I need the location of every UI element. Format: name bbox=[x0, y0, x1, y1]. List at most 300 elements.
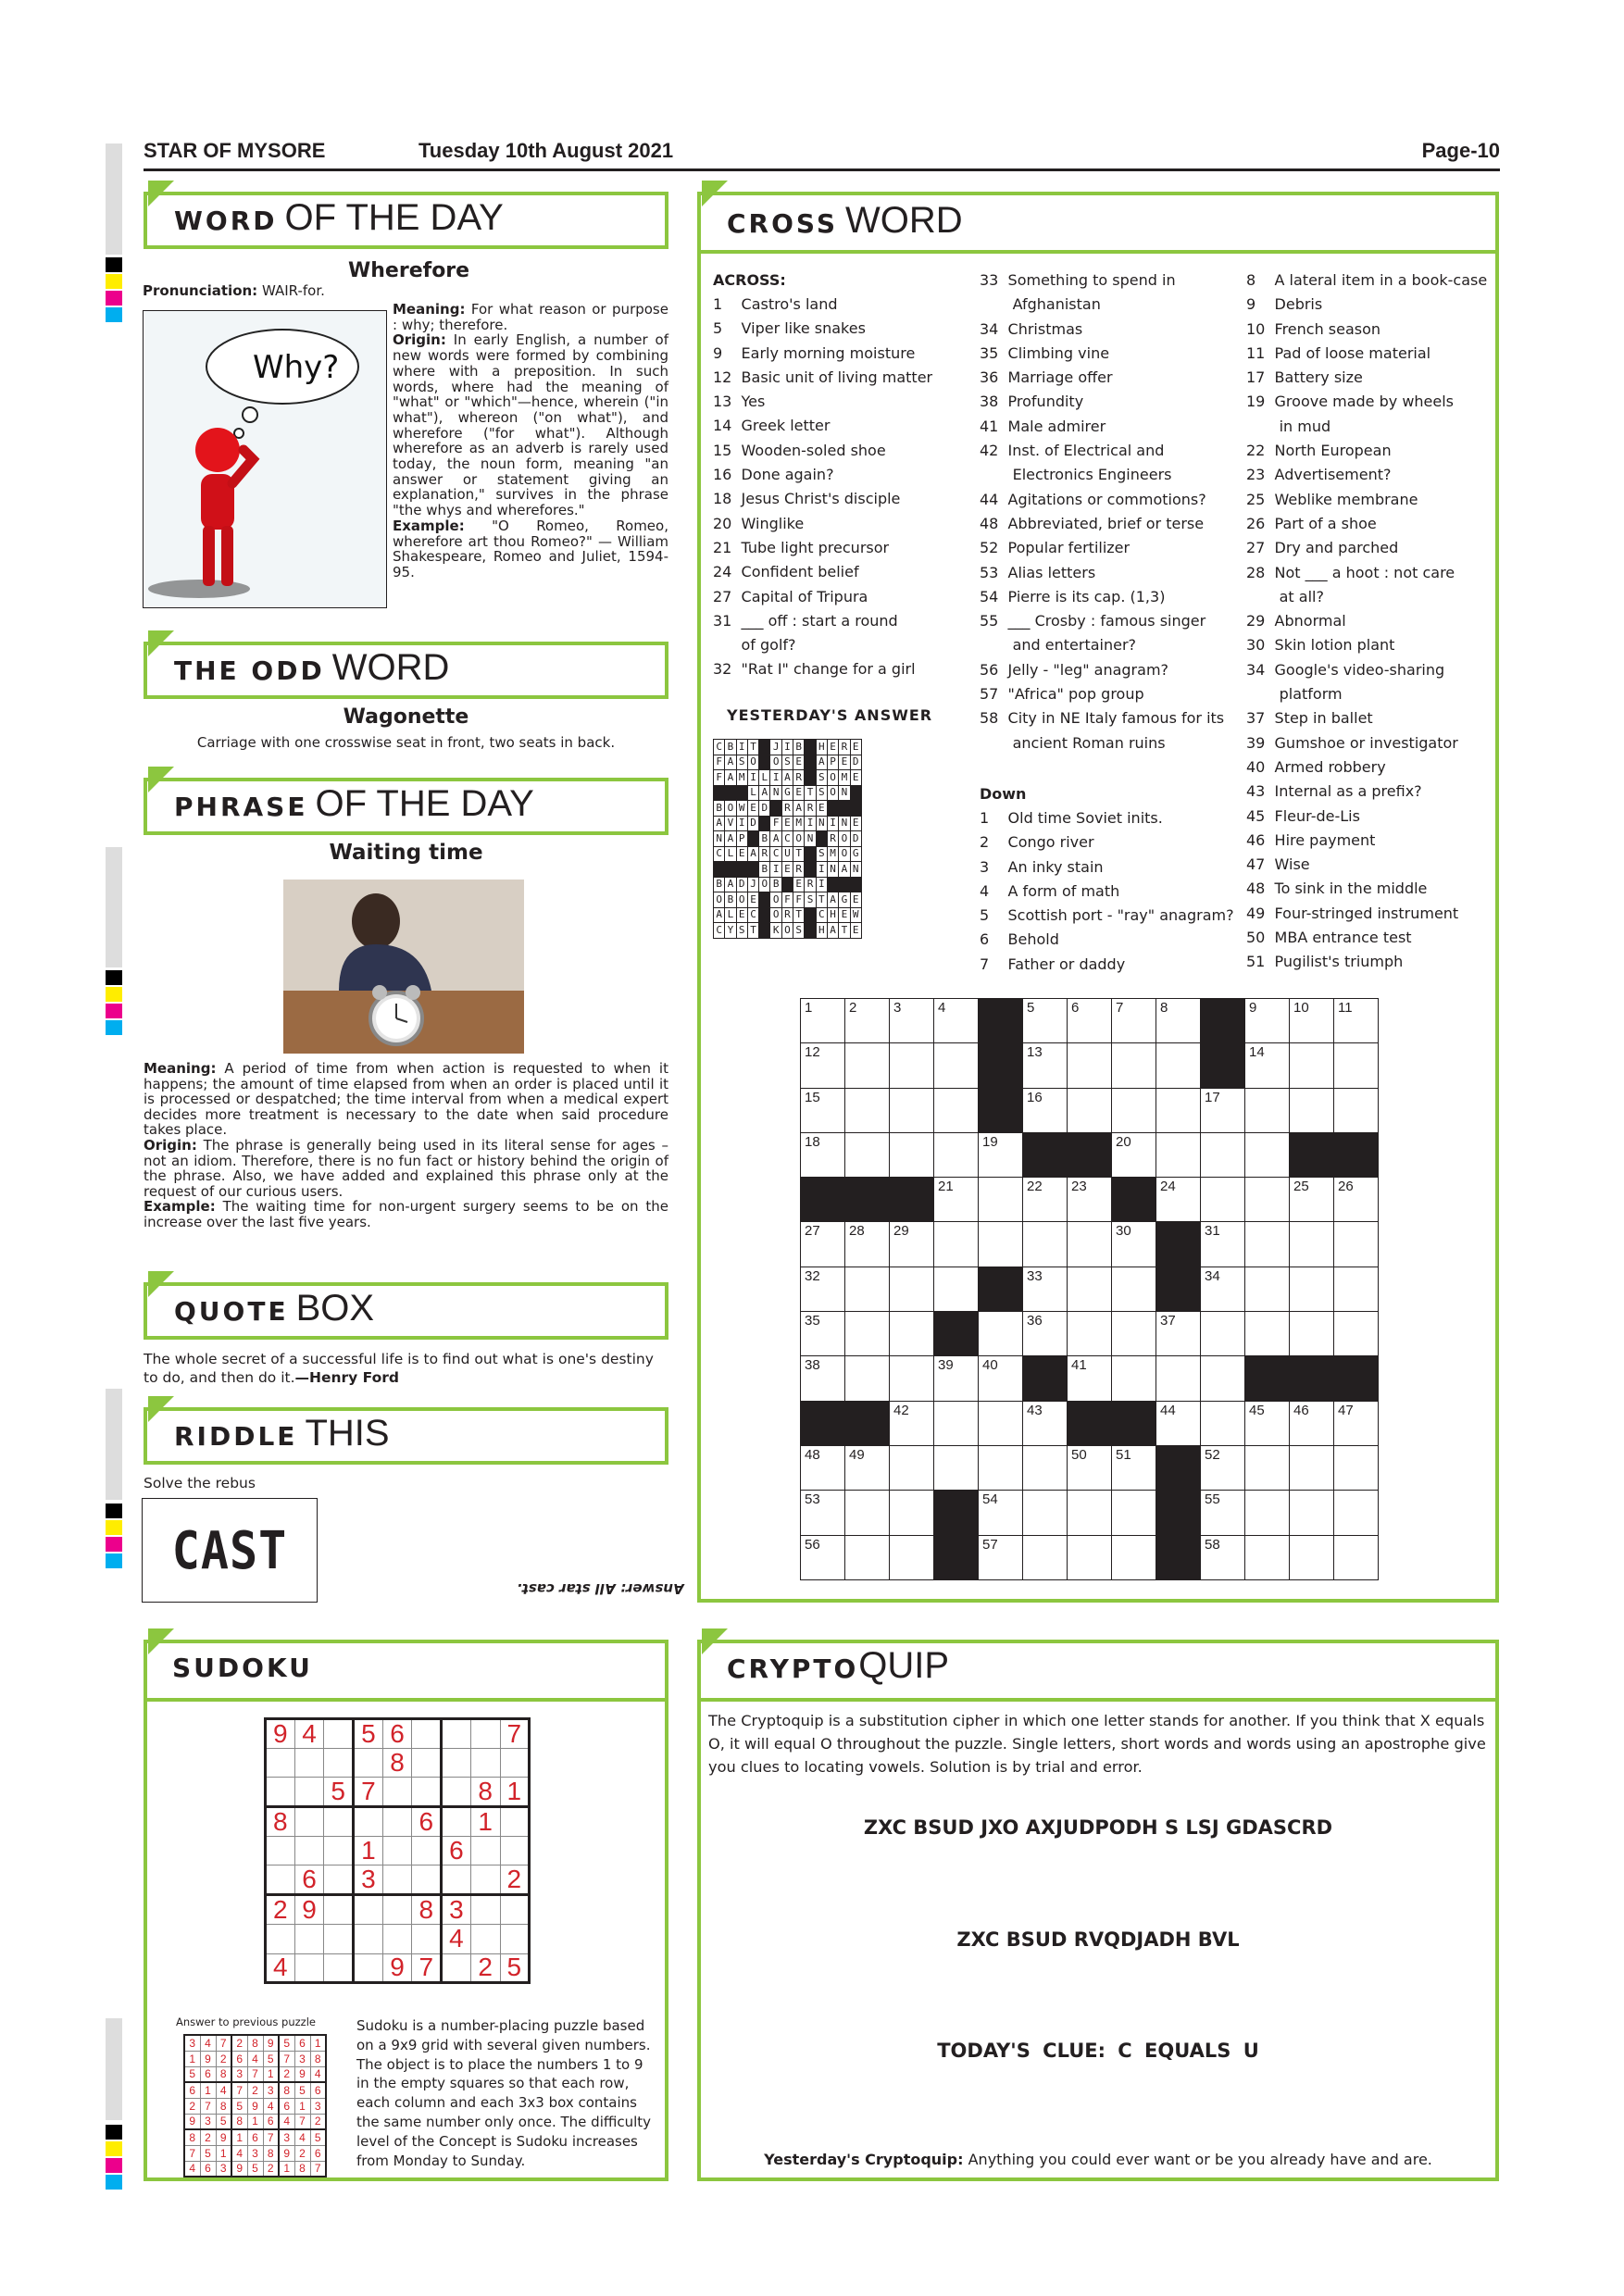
yesterday-cell: I bbox=[805, 816, 816, 831]
crossword-cell[interactable]: 43 bbox=[1023, 1401, 1068, 1445]
sudoku-cell[interactable] bbox=[382, 1836, 412, 1866]
crossword-cell[interactable]: 40 bbox=[979, 1356, 1023, 1401]
sudoku-cell[interactable] bbox=[470, 1719, 500, 1749]
odd-word-definition: Carriage with one crosswise seat in front, two seats in back. bbox=[196, 734, 616, 751]
crossword-cell[interactable]: 36 bbox=[1023, 1312, 1068, 1356]
sudoku-cell[interactable] bbox=[324, 1895, 354, 1925]
crossword-cell[interactable]: 8 bbox=[1156, 999, 1201, 1043]
crossword-cell[interactable] bbox=[845, 1132, 890, 1177]
corner-accent bbox=[148, 181, 174, 206]
sudoku-cell[interactable] bbox=[470, 1866, 500, 1895]
sudoku-cell: 2 bbox=[500, 1866, 530, 1895]
crossword-cell[interactable] bbox=[979, 1312, 1023, 1356]
yesterday-cell: H bbox=[816, 740, 827, 755]
sudoku-cell[interactable] bbox=[354, 1748, 383, 1778]
yesterday-cell: E bbox=[850, 923, 861, 939]
sudoku-cell[interactable] bbox=[324, 1953, 354, 1983]
crossword-cell[interactable]: 55 bbox=[1201, 1491, 1245, 1535]
sudoku-answer-row bbox=[184, 2098, 326, 2114]
sudoku-cell[interactable] bbox=[382, 1866, 412, 1895]
crossword-cell[interactable] bbox=[1334, 1491, 1379, 1535]
crossword-cell[interactable] bbox=[1334, 1535, 1379, 1579]
crossword-row bbox=[801, 1312, 1379, 1356]
sudoku-cell[interactable] bbox=[382, 1807, 412, 1837]
sudoku-cell: 9 bbox=[382, 1953, 412, 1983]
yesterday-cell: N bbox=[850, 862, 861, 878]
crossword-cell[interactable] bbox=[1068, 1267, 1112, 1311]
sudoku-cell[interactable] bbox=[294, 1748, 324, 1778]
crossword-cell[interactable]: 15 bbox=[801, 1088, 845, 1132]
sudoku-cell[interactable] bbox=[294, 1778, 324, 1807]
crossword-cell[interactable] bbox=[845, 1043, 890, 1088]
crossword-cell[interactable]: 30 bbox=[1112, 1222, 1156, 1267]
crossword-cell[interactable] bbox=[845, 1491, 890, 1535]
across-clues-col2: 33 Something to spend in Afghanistan 34 Christmas 35 Climbing vine 36 Marriage offer 38 Profundity 41 Male admirer 42 Inst. of Electrical and Electronics Engineers 44 Agitations or commotions? 48 Abbreviated, brief or terse 52 Popular fertilizer 53 Alias letters 54 Pierre is its cap. (1,3) 55 ___ Crosby : famous singer and entertainer? 56 Jelly - "leg" anagram? 57 "Africa" pop group 58 City in NE Italy famous for its ancient Roman ruins bbox=[980, 271, 1225, 752]
yesterday-row bbox=[714, 877, 862, 892]
yesterday-cell: R bbox=[781, 907, 793, 923]
sudoku-cell[interactable] bbox=[382, 1778, 412, 1807]
sudoku-row bbox=[266, 1807, 530, 1837]
yesterday-cell: I bbox=[770, 770, 781, 786]
crossword-cell[interactable] bbox=[1156, 1088, 1201, 1132]
crossword-cell[interactable] bbox=[1334, 1267, 1379, 1311]
crossword-cell[interactable] bbox=[934, 1445, 979, 1490]
sudoku-row bbox=[266, 1748, 530, 1778]
yesterday-cell: B bbox=[759, 862, 770, 878]
crossword-cell[interactable]: 12 bbox=[801, 1043, 845, 1088]
sudoku-cell[interactable] bbox=[500, 1807, 530, 1837]
crossword-cell[interactable] bbox=[890, 1312, 934, 1356]
crossword-cell[interactable] bbox=[1068, 1312, 1112, 1356]
sudoku-cell[interactable] bbox=[294, 1924, 324, 1953]
crossword-cell[interactable] bbox=[1112, 1535, 1156, 1579]
sudoku-cell[interactable] bbox=[412, 1866, 442, 1895]
crossword-cell[interactable]: 42 bbox=[890, 1401, 934, 1445]
crossword-cell[interactable] bbox=[1068, 1222, 1112, 1267]
crossword-cell[interactable] bbox=[979, 1222, 1023, 1267]
crossword-cell[interactable] bbox=[934, 1132, 979, 1177]
yesterday-cell: G bbox=[781, 785, 793, 801]
crossword-block-cell bbox=[1156, 1445, 1201, 1490]
sudoku-cell[interactable] bbox=[294, 1953, 324, 1983]
crossword-cell[interactable] bbox=[1112, 1267, 1156, 1311]
sudoku-cell[interactable] bbox=[324, 1836, 354, 1866]
sudoku-cell[interactable] bbox=[470, 1748, 500, 1778]
todays-clue: TODAY'S CLUE: C EQUALS U bbox=[937, 2040, 1259, 2062]
color-swatch bbox=[106, 1004, 122, 1018]
crossword-cell[interactable]: 24 bbox=[1156, 1178, 1201, 1222]
crossword-cell[interactable]: 50 bbox=[1068, 1445, 1112, 1490]
crossword-cell[interactable] bbox=[1245, 1445, 1290, 1490]
yesterday-block-cell bbox=[805, 907, 816, 923]
crossword-cell[interactable] bbox=[1156, 1356, 1201, 1401]
crossword-cell[interactable]: 6 bbox=[1068, 999, 1112, 1043]
crossword-cell[interactable] bbox=[845, 1267, 890, 1311]
crossword-cell[interactable] bbox=[890, 1491, 934, 1535]
sudoku-answer-cell: 2 bbox=[310, 2114, 326, 2129]
crossword-block-cell bbox=[1156, 1491, 1201, 1535]
sudoku-cell[interactable] bbox=[266, 1778, 295, 1807]
yesterday-cell: M bbox=[827, 846, 838, 862]
sudoku-cell[interactable] bbox=[500, 1836, 530, 1866]
yesterday-answer-grid bbox=[713, 739, 862, 939]
yesterday-block-cell bbox=[770, 801, 781, 817]
yesterday-row bbox=[714, 831, 862, 847]
sudoku-answer-cell: 2 bbox=[184, 2098, 200, 2114]
sudoku-cell[interactable] bbox=[442, 1778, 471, 1807]
sudoku-answer-cell: 2 bbox=[216, 2051, 231, 2066]
yesterday-cell: C bbox=[714, 740, 725, 755]
sudoku-cell[interactable] bbox=[382, 1924, 412, 1953]
yesterday-cell: T bbox=[747, 740, 758, 755]
crossword-cell[interactable] bbox=[1290, 1088, 1334, 1132]
crossword-cell[interactable]: 5 bbox=[1023, 999, 1068, 1043]
sudoku-cell: 1 bbox=[500, 1778, 530, 1807]
crossword-cell[interactable] bbox=[1245, 1312, 1290, 1356]
sudoku-grid[interactable] bbox=[264, 1717, 531, 1984]
yesterday-cell: C bbox=[747, 907, 758, 923]
sudoku-cell[interactable] bbox=[470, 1836, 500, 1866]
crossword-cell[interactable]: 21 bbox=[934, 1178, 979, 1222]
crossword-cell[interactable] bbox=[1290, 1445, 1334, 1490]
crossword-cell[interactable] bbox=[890, 1267, 934, 1311]
yesterday-cell: R bbox=[839, 740, 850, 755]
crossword-cell[interactable] bbox=[1201, 1356, 1245, 1401]
sudoku-cell: 4 bbox=[266, 1953, 295, 1983]
yesterday-cell: J bbox=[770, 740, 781, 755]
crossword-cell[interactable]: 20 bbox=[1112, 1132, 1156, 1177]
sudoku-answer-cell: 7 bbox=[310, 2161, 326, 2177]
crossword-cell[interactable] bbox=[1023, 1491, 1068, 1535]
sudoku-cell[interactable] bbox=[412, 1748, 442, 1778]
crossword-cell[interactable] bbox=[1112, 1312, 1156, 1356]
yesterday-block-cell bbox=[839, 801, 850, 817]
crossword-cell[interactable] bbox=[1334, 1312, 1379, 1356]
sudoku-answer-cell: 2 bbox=[279, 2066, 294, 2082]
sudoku-cell[interactable] bbox=[470, 1924, 500, 1953]
sudoku-cell[interactable] bbox=[442, 1748, 471, 1778]
odd-word-title: THE ODD WORD bbox=[174, 647, 450, 688]
crossword-cell[interactable] bbox=[845, 1312, 890, 1356]
sudoku-cell[interactable] bbox=[500, 1748, 530, 1778]
crossword-cell[interactable]: 7 bbox=[1112, 999, 1156, 1043]
crossword-row bbox=[801, 1356, 1379, 1401]
sudoku-cell: 6 bbox=[412, 1807, 442, 1837]
crossword-cell[interactable] bbox=[934, 1222, 979, 1267]
crossword-cell[interactable]: 51 bbox=[1112, 1445, 1156, 1490]
sudoku-answer-cell: 3 bbox=[231, 2066, 247, 2082]
sudoku-answer-cell: 5 bbox=[231, 2098, 247, 2114]
crossword-cell[interactable] bbox=[1068, 1535, 1112, 1579]
yesterday-cell: I bbox=[736, 816, 747, 831]
sudoku-answer-cell: 6 bbox=[231, 2051, 247, 2066]
crossword-cell[interactable]: 27 bbox=[801, 1222, 845, 1267]
yesterday-cell: A bbox=[725, 770, 736, 786]
crossword-cell[interactable]: 28 bbox=[845, 1222, 890, 1267]
crossword-cell[interactable] bbox=[890, 1445, 934, 1490]
crossword-cell[interactable]: 58 bbox=[1201, 1535, 1245, 1579]
sudoku-cell[interactable] bbox=[266, 1866, 295, 1895]
yesterday-cell: N bbox=[839, 816, 850, 831]
crossword-cell[interactable] bbox=[1156, 1132, 1201, 1177]
sudoku-cell[interactable] bbox=[500, 1895, 530, 1925]
yesterday-cell: P bbox=[827, 755, 838, 770]
crossword-cell[interactable] bbox=[1290, 1222, 1334, 1267]
crossword-cell[interactable] bbox=[1245, 1088, 1290, 1132]
sudoku-cell[interactable] bbox=[354, 1895, 383, 1925]
sudoku-answer-cell: 9 bbox=[200, 2051, 216, 2066]
crossword-cell[interactable] bbox=[1334, 1445, 1379, 1490]
sudoku-cell[interactable] bbox=[324, 1924, 354, 1953]
crossword-cell[interactable] bbox=[1068, 1088, 1112, 1132]
cryptoquip-intro: The Cryptoquip is a substitution cipher in which one letter stands for another. If you think that X equals O, it will equal O throughout the puzzle. Single letters, short words and words using an apostrophe give you clues to locating vowels. Solution is by trial and error. bbox=[708, 1712, 1486, 1776]
crossword-cell[interactable]: 47 bbox=[1334, 1401, 1379, 1445]
sudoku-cell: 4 bbox=[294, 1719, 324, 1749]
yesterday-cell: V bbox=[725, 816, 736, 831]
crossword-cell[interactable] bbox=[1290, 1535, 1334, 1579]
sudoku-answer-cell: 7 bbox=[231, 2082, 247, 2098]
crossword-cell[interactable]: 54 bbox=[979, 1491, 1023, 1535]
crossword-cell[interactable]: 16 bbox=[1023, 1088, 1068, 1132]
sudoku-cell[interactable] bbox=[412, 1778, 442, 1807]
crossword-cell[interactable]: 56 bbox=[801, 1535, 845, 1579]
crossword-cell[interactable]: 9 bbox=[1245, 999, 1290, 1043]
crossword-cell[interactable] bbox=[979, 1401, 1023, 1445]
crossword-cell[interactable] bbox=[1201, 1312, 1245, 1356]
yesterday-cell: R bbox=[827, 831, 838, 847]
crossword-cell[interactable]: 19 bbox=[979, 1132, 1023, 1177]
crossword-cell[interactable]: 34 bbox=[1201, 1267, 1245, 1311]
crossword-cell[interactable]: 41 bbox=[1068, 1356, 1112, 1401]
crossword-cell[interactable] bbox=[1201, 1132, 1245, 1177]
crossword-cell[interactable]: 11 bbox=[1334, 999, 1379, 1043]
crossword-cell[interactable]: 53 bbox=[801, 1491, 845, 1535]
sudoku-answer-cell: 5 bbox=[279, 2035, 294, 2051]
sudoku-answer-cell: 2 bbox=[247, 2082, 263, 2098]
crossword-cell[interactable] bbox=[1245, 1178, 1290, 1222]
crossword-cell[interactable] bbox=[845, 1535, 890, 1579]
crossword-block-cell bbox=[1023, 1356, 1068, 1401]
sudoku-cell[interactable] bbox=[294, 1807, 324, 1837]
crossword-cell[interactable]: 31 bbox=[1201, 1222, 1245, 1267]
crossword-cell[interactable]: 46 bbox=[1290, 1401, 1334, 1445]
crossword-cell[interactable] bbox=[890, 1535, 934, 1579]
crossword-cell[interactable]: 2 bbox=[845, 999, 890, 1043]
crossword-cell[interactable] bbox=[934, 1401, 979, 1445]
crossword-block-cell bbox=[1245, 1356, 1290, 1401]
crossword-cell[interactable]: 13 bbox=[1023, 1043, 1068, 1088]
crossword-cell[interactable] bbox=[934, 1088, 979, 1132]
sudoku-answer-cell: 7 bbox=[216, 2035, 231, 2051]
crossword-cell[interactable] bbox=[890, 1043, 934, 1088]
sudoku-answer-cell: 4 bbox=[184, 2161, 200, 2177]
crossword-cell[interactable] bbox=[1334, 1088, 1379, 1132]
crossword-cell[interactable]: 32 bbox=[801, 1267, 845, 1311]
crossword-cell[interactable]: 23 bbox=[1068, 1178, 1112, 1222]
crossword-cell[interactable]: 48 bbox=[801, 1445, 845, 1490]
yesterday-cell: Y bbox=[725, 923, 736, 939]
yesterday-cell: E bbox=[816, 801, 827, 817]
down-label: Down bbox=[980, 785, 1027, 803]
sudoku-cell[interactable] bbox=[442, 1807, 471, 1837]
sudoku-cell[interactable] bbox=[266, 1836, 295, 1866]
crossword-cell[interactable] bbox=[1068, 1491, 1112, 1535]
sudoku-cell[interactable] bbox=[470, 1895, 500, 1925]
yesterday-cell: T bbox=[793, 846, 805, 862]
yesterday-cell: O bbox=[793, 831, 805, 847]
crossword-cell[interactable] bbox=[1068, 1043, 1112, 1088]
crossword-cell[interactable]: 49 bbox=[845, 1445, 890, 1490]
sudoku-answer-cell: 6 bbox=[184, 2082, 200, 2098]
crossword-cell[interactable] bbox=[845, 1356, 890, 1401]
yesterday-cell: F bbox=[714, 755, 725, 770]
crossword-cell[interactable] bbox=[890, 1088, 934, 1132]
sudoku-cell[interactable] bbox=[324, 1748, 354, 1778]
sudoku-answer-cell: 3 bbox=[184, 2035, 200, 2051]
crossword-cell[interactable] bbox=[1201, 1401, 1245, 1445]
sudoku-cell[interactable] bbox=[354, 1924, 383, 1953]
crossword-cell[interactable]: 1 bbox=[801, 999, 845, 1043]
sudoku-cell[interactable] bbox=[324, 1866, 354, 1895]
sudoku-cell[interactable] bbox=[412, 1836, 442, 1866]
sudoku-cell[interactable] bbox=[442, 1866, 471, 1895]
crossword-cell[interactable] bbox=[1245, 1535, 1290, 1579]
sudoku-answer-cell: 9 bbox=[216, 2129, 231, 2145]
crossword-cell[interactable] bbox=[890, 1356, 934, 1401]
sudoku-answer-cell: 7 bbox=[263, 2129, 279, 2145]
yesterday-cell: C bbox=[816, 907, 827, 923]
yesterday-cell: T bbox=[816, 892, 827, 908]
yesterday-cell: A bbox=[725, 877, 736, 892]
yesterday-cell: E bbox=[827, 740, 838, 755]
yesterday-cell: H bbox=[816, 923, 827, 939]
crossword-cell[interactable] bbox=[890, 1132, 934, 1177]
crossword-cell[interactable] bbox=[1245, 1267, 1290, 1311]
crossword-cell[interactable] bbox=[1023, 1535, 1068, 1579]
crossword-block-cell bbox=[801, 1178, 845, 1222]
crossword-block-cell bbox=[845, 1178, 890, 1222]
crossword-block-cell bbox=[979, 1088, 1023, 1132]
down-clues-col3: 8 A lateral item in a book-case 9 Debris 10 French season 11 Pad of loose material 17 Battery size 19 Groove made by wheels in mud 22 North European 23 Advertisement? 25 Weblike membrane 26 Part of a shoe 27 Dry and parched 28 Not ___ a hoot : not care at all? 29 Abnormal 30 Skin lotion plant 34 Google's video-sharing platform 37 Step in ballet 39 Gumshoe or investigator 40 Armed robbery 43 Internal as a prefix? 45 Fleur-de-Lis 46 Hire payment 47 Wise 48 To sink in the middle 49 Four-stringed instrument 50 MBA entrance test 51 Pugilist's triumph bbox=[1246, 271, 1488, 971]
sudoku-cell[interactable] bbox=[324, 1719, 354, 1749]
sudoku-cell[interactable] bbox=[266, 1924, 295, 1953]
crossword-cell[interactable] bbox=[1290, 1491, 1334, 1535]
crossword-cell[interactable] bbox=[1112, 1356, 1156, 1401]
yesterday-cell: O bbox=[725, 801, 736, 817]
crossword-cell[interactable]: 45 bbox=[1245, 1401, 1290, 1445]
crossword-cell[interactable]: 29 bbox=[890, 1222, 934, 1267]
crossword-cell[interactable] bbox=[934, 1267, 979, 1311]
crossword-cell[interactable] bbox=[845, 1088, 890, 1132]
yesterday-row bbox=[714, 755, 862, 770]
crossword-cell[interactable]: 33 bbox=[1023, 1267, 1068, 1311]
crossword-cell[interactable] bbox=[1245, 1132, 1290, 1177]
crossword-cell[interactable]: 37 bbox=[1156, 1312, 1201, 1356]
sudoku-cell[interactable] bbox=[442, 1719, 471, 1749]
crossword-cell[interactable]: 52 bbox=[1201, 1445, 1245, 1490]
sudoku-cell: 5 bbox=[324, 1778, 354, 1807]
sudoku-cell[interactable] bbox=[412, 1924, 442, 1953]
crossword-cell[interactable]: 26 bbox=[1334, 1178, 1379, 1222]
crossword-grid[interactable] bbox=[800, 998, 1379, 1580]
crossword-cell[interactable] bbox=[1290, 1312, 1334, 1356]
yesterday-block-cell bbox=[850, 877, 861, 892]
yesterday-cell: O bbox=[714, 892, 725, 908]
sudoku-cell[interactable] bbox=[294, 1836, 324, 1866]
yesterday-cell: A bbox=[714, 907, 725, 923]
crossword-cell[interactable] bbox=[979, 1178, 1023, 1222]
sudoku-cell[interactable] bbox=[412, 1719, 442, 1749]
yesterday-cell: I bbox=[770, 862, 781, 878]
sudoku-cell[interactable] bbox=[500, 1924, 530, 1953]
crossword-cell[interactable] bbox=[1290, 1043, 1334, 1088]
yesterday-cell: A bbox=[827, 892, 838, 908]
yesterday-cell: O bbox=[827, 785, 838, 801]
crossword-cell[interactable]: 25 bbox=[1290, 1178, 1334, 1222]
sudoku-cell[interactable] bbox=[266, 1748, 295, 1778]
yesterday-row bbox=[714, 770, 862, 786]
sudoku-cell[interactable] bbox=[382, 1895, 412, 1925]
crossword-cell[interactable]: 3 bbox=[890, 999, 934, 1043]
sudoku-answer-cell: 6 bbox=[200, 2161, 216, 2177]
sudoku-cell[interactable] bbox=[324, 1807, 354, 1837]
yesterday-block-cell bbox=[747, 862, 758, 878]
crossword-cell[interactable]: 10 bbox=[1290, 999, 1334, 1043]
sudoku-cell: 6 bbox=[442, 1836, 471, 1866]
crossword-cell[interactable]: 57 bbox=[979, 1535, 1023, 1579]
crossword-cell[interactable]: 22 bbox=[1023, 1178, 1068, 1222]
sudoku-cell[interactable] bbox=[354, 1953, 383, 1983]
sudoku-row bbox=[266, 1895, 530, 1925]
sudoku-answer-cell: 3 bbox=[310, 2098, 326, 2114]
crossword-cell[interactable]: 4 bbox=[934, 999, 979, 1043]
sudoku-cell: 9 bbox=[294, 1895, 324, 1925]
sudoku-cell[interactable] bbox=[442, 1953, 471, 1983]
crossword-cell[interactable] bbox=[1112, 1088, 1156, 1132]
crossword-cell[interactable] bbox=[1290, 1267, 1334, 1311]
crossword-cell[interactable] bbox=[934, 1043, 979, 1088]
sudoku-cell: 8 bbox=[382, 1748, 412, 1778]
crossword-cell[interactable] bbox=[1156, 1043, 1201, 1088]
crossword-cell[interactable]: 14 bbox=[1245, 1043, 1290, 1088]
crossword-cell[interactable] bbox=[1334, 1222, 1379, 1267]
sudoku-answer-cell: 9 bbox=[279, 2145, 294, 2161]
crossword-cell[interactable] bbox=[1023, 1222, 1068, 1267]
yesterday-block-cell bbox=[805, 770, 816, 786]
crossword-cell[interactable] bbox=[1334, 1043, 1379, 1088]
crossword-cell[interactable] bbox=[1023, 1445, 1068, 1490]
crossword-cell[interactable]: 17 bbox=[1201, 1088, 1245, 1132]
crossword-cell[interactable]: 38 bbox=[801, 1356, 845, 1401]
yesterday-cell: E bbox=[839, 755, 850, 770]
crossword-block-cell bbox=[1201, 999, 1245, 1043]
yesterday-cell: A bbox=[839, 862, 850, 878]
crossword-cell[interactable] bbox=[979, 1445, 1023, 1490]
crossword-cell[interactable]: 39 bbox=[934, 1356, 979, 1401]
crossword-cell[interactable] bbox=[1245, 1222, 1290, 1267]
sudoku-cell[interactable] bbox=[354, 1807, 383, 1837]
yesterday-cell: E bbox=[850, 740, 861, 755]
crossword-cell[interactable]: 44 bbox=[1156, 1401, 1201, 1445]
crossword-cell[interactable]: 18 bbox=[801, 1132, 845, 1177]
crossword-cell[interactable] bbox=[1201, 1178, 1245, 1222]
crossword-cell[interactable] bbox=[1112, 1043, 1156, 1088]
crossword-cell[interactable] bbox=[1245, 1491, 1290, 1535]
quote-box-title: QUOTE BOX bbox=[174, 1288, 375, 1329]
crossword-cell[interactable]: 35 bbox=[801, 1312, 845, 1356]
yesterday-block-cell bbox=[839, 877, 850, 892]
crossword-cell[interactable] bbox=[1112, 1491, 1156, 1535]
